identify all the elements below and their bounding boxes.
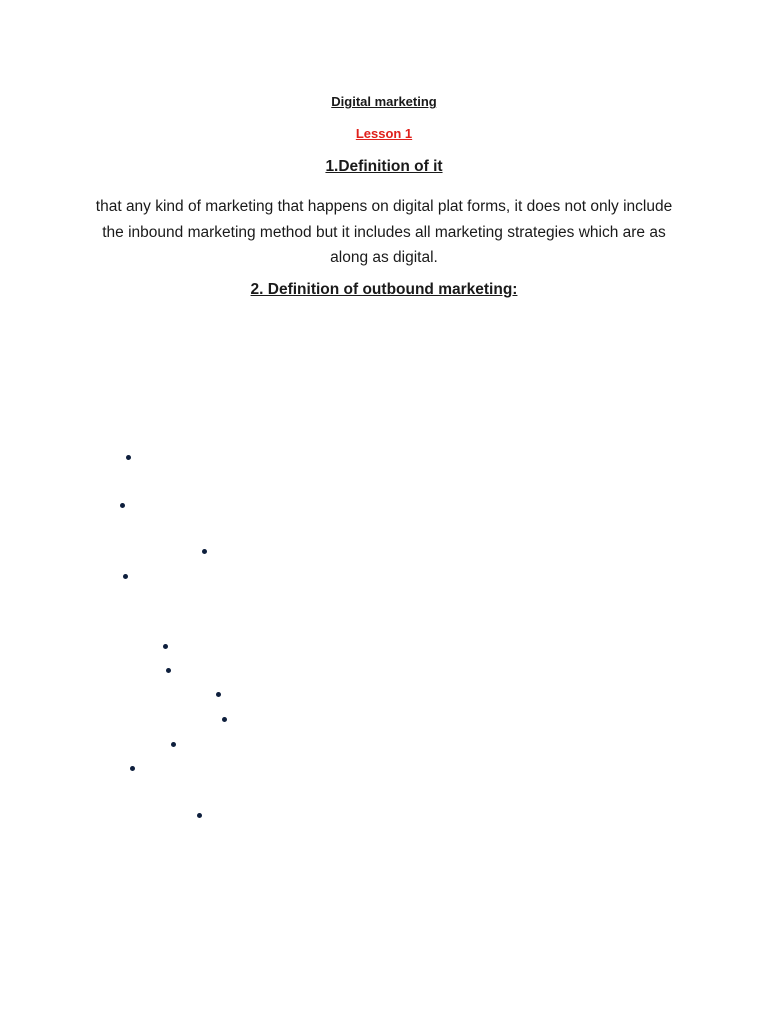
bullet-dot-icon	[166, 668, 171, 673]
bullet-dot-icon	[130, 766, 135, 771]
document-title: Digital marketing	[331, 94, 437, 109]
bullet-dot-icon	[123, 574, 128, 579]
bullet-dot-icon	[202, 549, 207, 554]
bullet-dot-icon	[163, 644, 168, 649]
bullet-dot-icon	[216, 692, 221, 697]
section2-heading: 2. Definition of outbound marketing:	[250, 281, 518, 298]
bullet-dot-icon	[120, 503, 125, 508]
bullet-dot-icon	[197, 813, 202, 818]
lesson-label: Lesson 1	[355, 126, 413, 141]
section1-paragraph: that any kind of marketing that happens on digital plat forms, it does not only include the inbound marketing method but it includes all marketing strategies which are as along as digital.	[95, 198, 673, 266]
bullet-dot-icon	[222, 717, 227, 722]
section1-heading: 1.Definition of it	[325, 158, 443, 175]
bullet-dot-icon	[171, 742, 176, 747]
bullet-dot-icon	[126, 455, 131, 460]
